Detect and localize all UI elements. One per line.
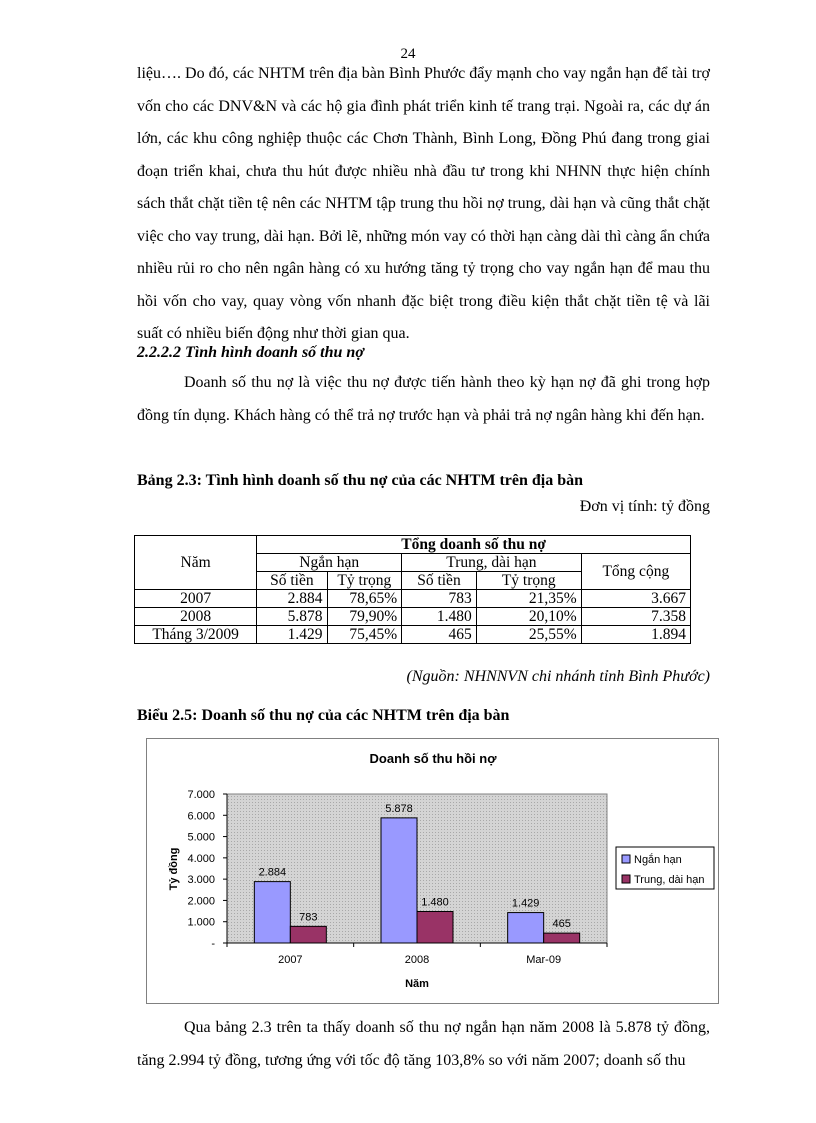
header-long: Trung, dài hạn (402, 554, 582, 572)
data-label: 1.480 (421, 896, 449, 909)
header-total: Tổng cộng (581, 554, 690, 590)
table-row (135, 626, 691, 644)
legend-label: Trung, dài hạn (634, 874, 705, 886)
row-year: 2008 (135, 608, 257, 626)
legend-swatch (622, 875, 630, 883)
y-tick-label: 7.000 (187, 789, 215, 801)
row-short-ratio: 79,90% (327, 608, 402, 626)
header-short: Ngắn hạn (257, 554, 402, 572)
y-tick-label: - (211, 938, 215, 950)
bar-long-term (290, 926, 326, 943)
x-tick-label: 2007 (278, 954, 303, 966)
x-axis (227, 943, 607, 966)
header-short-amount: Số tiền (257, 572, 327, 590)
row-short-ratio: 78,65% (327, 590, 402, 608)
row-long-ratio: 21,35% (476, 590, 581, 608)
x-tick-label: 2008 (404, 954, 430, 966)
y-tick-label: 1.000 (187, 916, 215, 929)
row-short-amount: 5.878 (257, 608, 327, 626)
data-label: 1.429 (511, 897, 540, 910)
header-group: Tổng doanh số thu nợ (257, 536, 691, 554)
table-row (135, 590, 691, 608)
table-source: (Nguồn: NHNNVN chi nhánh tỉnh Bình Phước) (406, 668, 710, 685)
intro-paragraph: liệu…. Do đó, các NHTM trên địa bàn Bình Phước đẩy mạnh cho vay ngắn hạn để tài trợ vốn cho các DNV&N và các hộ gia đình phát triển kinh tế trang trại. Ngoài ra, các dự án lớn, các khu công nghiệp thuộc các Chơn Thành, Bình Long, Đồng Phú đang trong giai đoạn triển khai, chưa thu hút được nhiều nhà đầu tư trong khi NHNN thực hiện chính sách thắt chặt tiền tệ nên các NHTM tập trung thu hồi nợ trung, dài hạn và cũng thắt chặt việc cho vay trung, dài hạn. Bởi lẽ, những món vay có thời hạn càng dài thì càng ẩn chứa nhiều rủi ro cho nên ngân hàng có xu hướng tăng tỷ trọng cho vay ngắn hạn để mau thu hồi vốn cho vay, quay vòng vốn nhanh đặc biệt trong điều kiện thắt chặt tiền tệ và lãi suất có nhiều biến động như thời gian qua. (137, 65, 710, 342)
row-long-ratio: 25,55% (476, 626, 581, 644)
bar-chart (147, 739, 718, 1003)
bar-long-term (544, 933, 580, 943)
section-heading: 2.2.2.2 Tình hình doanh số thu nợ (137, 344, 364, 361)
chart-title: Doanh số thu hồi nợ (369, 751, 497, 766)
row-long-amount: 1.480 (402, 608, 477, 626)
x-tick-label: Mar-09 (526, 954, 562, 966)
row-total: 3.667 (581, 590, 690, 608)
chart-caption: Biểu 2.5: Doanh số thu nợ của các NHTM trên địa bàn (137, 707, 510, 724)
chart-frame (146, 738, 719, 1004)
bar-short-term (254, 882, 290, 943)
section-paragraph: Doanh số thu nợ là việc thu nợ được tiến hành theo kỳ hạn nợ đã ghi trong hợp đồng tín dụng. Khách hàng có thể trả nợ trước hạn và phải trả nợ ngân hàng khi đến hạn. (137, 374, 710, 424)
data-label: 2.884 (258, 866, 287, 879)
page-number: 24 (400, 46, 416, 62)
data-label: 465 (552, 918, 571, 931)
row-year: 2007 (135, 590, 257, 608)
row-short-amount: 1.429 (257, 626, 327, 644)
data-label: 783 (299, 911, 318, 924)
y-tick-label: 5.000 (187, 831, 215, 844)
row-short-amount: 2.884 (257, 590, 327, 608)
legend (616, 847, 714, 889)
y-axis-title: Tỷ đồng (168, 847, 180, 891)
x-axis-title: Năm (405, 978, 429, 990)
bar-short-term (381, 818, 417, 943)
bar-long-term (417, 911, 453, 943)
header-year: Năm (135, 536, 257, 590)
debt-collection-table (134, 535, 691, 644)
row-total: 7.358 (581, 608, 690, 626)
row-total: 1.894 (581, 626, 690, 644)
row-long-ratio: 20,10% (476, 608, 581, 626)
row-short-ratio: 75,45% (327, 626, 402, 644)
row-year: Tháng 3/2009 (135, 626, 257, 644)
y-tick-label: 4.000 (187, 852, 215, 865)
legend-swatch (622, 855, 630, 863)
row-long-amount: 783 (402, 590, 477, 608)
conclusion-paragraph: Qua bảng 2.3 trên ta thấy doanh số thu nợ ngắn hạn năm 2008 là 5.878 tỷ đồng, tăng 2.994 tỷ đồng, tương ứng với tốc độ tăng 103,8% so với năm 2007; doanh số thu (137, 1019, 710, 1069)
table-row (135, 608, 691, 626)
legend-label: Ngắn hạn (634, 854, 682, 866)
table-unit: Đơn vị tính: tỷ đồng (579, 498, 710, 515)
header-long-amount: Số tiền (402, 572, 477, 590)
y-axis (187, 789, 227, 950)
y-tick-label: 2.000 (187, 895, 215, 908)
table-caption: Bảng 2.3: Tình hình doanh số thu nợ của các NHTM trên địa bàn (137, 472, 584, 489)
data-label: 5.878 (385, 802, 413, 815)
header-short-ratio: Tỷ trọng (327, 572, 402, 590)
header-long-ratio: Tỷ trọng (476, 572, 581, 590)
row-long-amount: 465 (402, 626, 477, 644)
y-tick-label: 3.000 (187, 874, 215, 887)
y-tick-label: 6.000 (187, 810, 215, 823)
bar-short-term (508, 913, 544, 943)
